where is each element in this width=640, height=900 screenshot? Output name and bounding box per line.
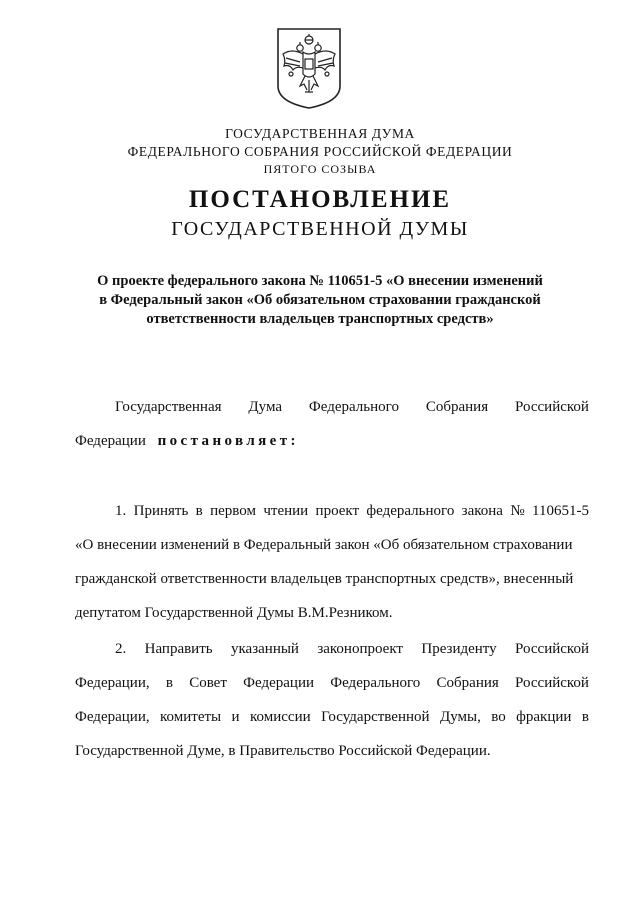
- subject-line: О проекте федерального закона № 110651-5 «О внесении изменений: [97, 273, 543, 289]
- subject-line: ответственности владельцев транспортных средств»: [146, 311, 494, 327]
- word: Российской: [515, 399, 589, 415]
- word: Федерации: [243, 675, 314, 691]
- word: Думы,: [439, 709, 481, 725]
- justified-line: [75, 390, 589, 424]
- word: во: [491, 709, 506, 725]
- word: №: [510, 503, 525, 519]
- word: проект: [315, 503, 360, 519]
- word: чтении: [263, 503, 309, 519]
- word: Принять: [133, 503, 189, 519]
- word: 110651-5: [532, 503, 589, 519]
- word: федерального: [366, 503, 455, 519]
- document-type-title: ПОСТАНОВЛЕНИЕ: [188, 186, 452, 213]
- org-line-duma: ГОСУДАРСТВЕННАЯ ДУМА: [225, 126, 415, 141]
- word: Федерации,: [75, 709, 150, 725]
- word: законопроект: [317, 641, 403, 657]
- word: 1.: [115, 503, 127, 519]
- subject-line: в Федеральный закон «Об обязательном страховании гражданской: [99, 292, 541, 308]
- word: комитеты: [160, 709, 222, 725]
- word: Федерального: [330, 675, 421, 691]
- word: в: [195, 503, 203, 519]
- item-1-line: депутатом Государственной Думы В.М.Резником.: [75, 605, 393, 621]
- org-line-convocation: ПЯТОГО СОЗЫВА: [263, 162, 377, 176]
- word: Собрания: [425, 399, 489, 415]
- word: закона: [461, 503, 503, 519]
- item-1-line: «О внесении изменений в Федеральный закон «Об обязательном страховании: [75, 537, 573, 553]
- justified-line: [75, 666, 589, 700]
- word: первом: [210, 503, 256, 519]
- item-2-paragraph: [75, 632, 589, 768]
- word: и: [231, 709, 240, 725]
- word: Направить: [144, 641, 213, 657]
- word: Федерального: [308, 399, 399, 415]
- justified-line: [75, 494, 589, 528]
- item-1-line: гражданской ответственности владельцев транспортных средств», внесенный: [75, 571, 574, 587]
- item-1-paragraph: [75, 494, 589, 630]
- word: комиссии: [250, 709, 311, 725]
- word: Федерации,: [75, 675, 150, 691]
- preamble-paragraph: [75, 390, 589, 458]
- word: Собрания: [436, 675, 499, 691]
- word: фракции: [516, 709, 572, 725]
- word: Российской: [515, 675, 589, 691]
- preamble-line: [75, 424, 589, 458]
- word: Совет: [189, 675, 227, 691]
- justified-line: [75, 632, 589, 666]
- word: указанный: [230, 641, 299, 657]
- org-line-federal-assembly: ФЕДЕРАЛЬНОГО СОБРАНИЯ РОССИЙСКОЙ ФЕДЕРАЦИИ: [127, 144, 513, 159]
- word: в: [165, 675, 173, 691]
- preamble-lead: Федерации: [75, 433, 146, 449]
- word: Государственная: [115, 399, 222, 415]
- justified-line: [75, 700, 589, 734]
- word: Президенту: [421, 641, 497, 657]
- item-2-line: Государственной Думе, в Правительство Российской Федерации.: [75, 743, 491, 759]
- russian-coat-of-arms-icon: [274, 26, 344, 110]
- document-type-subtitle: ГОСУДАРСТВЕННОЙ ДУМЫ: [171, 218, 469, 240]
- document-subject: [70, 272, 570, 329]
- resolution-verb: постановляет:: [157, 433, 299, 449]
- word: Государственной: [321, 709, 430, 725]
- word: Российской: [515, 641, 589, 657]
- word: в: [581, 709, 589, 725]
- word: Дума: [248, 399, 283, 415]
- word: 2.: [115, 641, 127, 657]
